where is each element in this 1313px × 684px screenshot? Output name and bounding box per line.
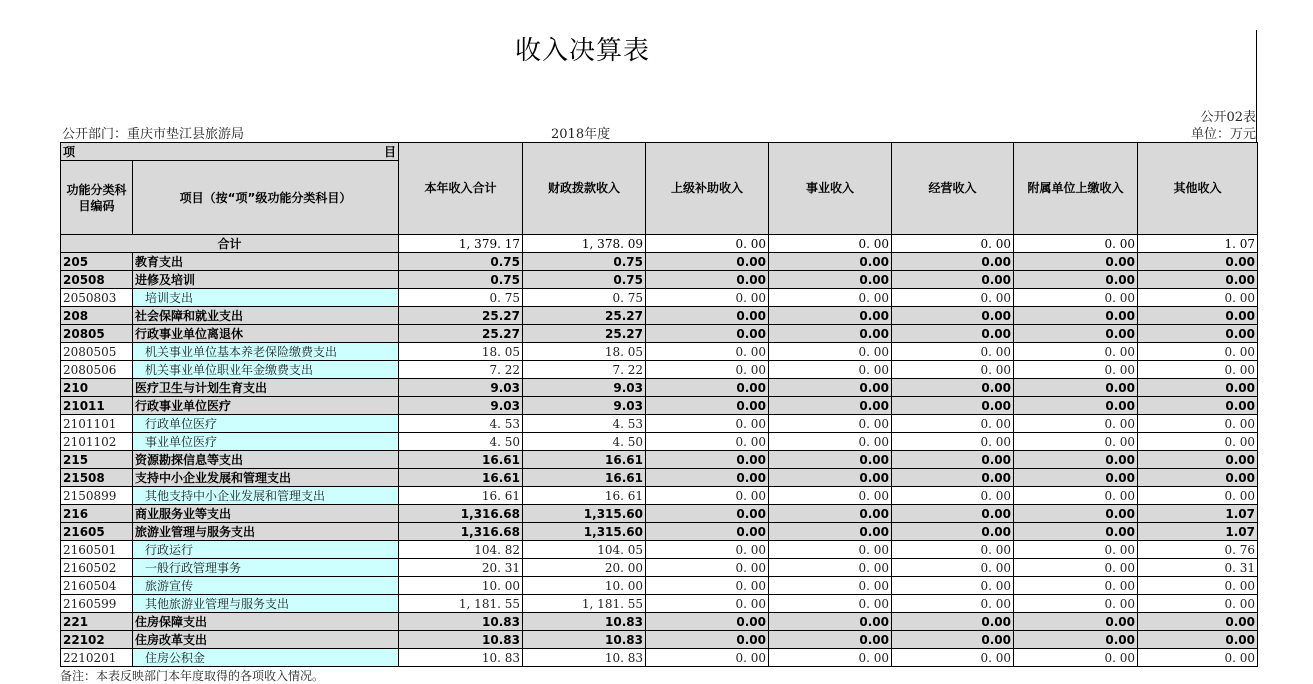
row-value: 10. 83	[399, 649, 523, 667]
row-value: 0.00	[1014, 307, 1138, 325]
table-row	[61, 541, 1258, 559]
row-value: 0. 00	[769, 289, 892, 307]
row-value: 0.00	[1138, 613, 1258, 631]
row-value: 0. 00	[769, 433, 892, 451]
total-cell: 0. 00	[1014, 235, 1138, 253]
row-value: 1.07	[1138, 505, 1258, 523]
row-value: 0. 31	[1138, 559, 1258, 577]
row-value: 0.00	[1138, 451, 1258, 469]
row-code: 210	[61, 379, 133, 397]
table-row	[61, 595, 1258, 613]
row-code: 2210201	[61, 649, 133, 667]
total-row	[61, 235, 1258, 253]
row-code: 21605	[61, 523, 133, 541]
row-value: 0.00	[1138, 307, 1258, 325]
row-value: 0. 00	[892, 649, 1014, 667]
table-row	[61, 433, 1258, 451]
row-value: 0.00	[1014, 253, 1138, 271]
row-value: 0.00	[646, 307, 769, 325]
table-row	[61, 253, 1258, 271]
table-row	[61, 325, 1258, 343]
row-value: 16. 61	[523, 487, 646, 505]
row-value: 0.00	[769, 379, 892, 397]
row-name: 教育支出	[133, 253, 399, 271]
total-cell: 0. 00	[769, 235, 892, 253]
footnote: 备注：本表反映部门本年度取得的各项收入情况。	[60, 669, 325, 683]
row-value: 0. 00	[646, 649, 769, 667]
row-value: 0.00	[1138, 253, 1258, 271]
row-value: 0.00	[769, 325, 892, 343]
row-code: 205	[61, 253, 133, 271]
row-value: 7. 22	[399, 361, 523, 379]
row-value: 0. 00	[892, 559, 1014, 577]
row-value: 7. 22	[523, 361, 646, 379]
table-row	[61, 469, 1258, 487]
row-value: 0.75	[523, 271, 646, 289]
row-code: 2150899	[61, 487, 133, 505]
row-value: 0.00	[769, 451, 892, 469]
row-value: 0.00	[892, 397, 1014, 415]
row-value: 0. 00	[769, 487, 892, 505]
row-value: 0.00	[1138, 379, 1258, 397]
row-value: 9.03	[523, 379, 646, 397]
row-name: 行政运行	[133, 541, 399, 559]
row-value: 0.00	[646, 505, 769, 523]
item-group-header	[61, 143, 399, 161]
row-value: 0. 00	[892, 415, 1014, 433]
row-value: 0.00	[769, 253, 892, 271]
total-cell: 1, 378. 09	[523, 235, 646, 253]
row-value: 0.00	[646, 379, 769, 397]
total-cell: 1. 07	[1138, 235, 1258, 253]
row-value: 0.00	[1014, 271, 1138, 289]
row-code: 216	[61, 505, 133, 523]
row-value: 0.00	[646, 451, 769, 469]
row-code: 2050803	[61, 289, 133, 307]
row-code: 2101101	[61, 415, 133, 433]
row-value: 25.27	[399, 325, 523, 343]
row-value: 0.00	[1014, 613, 1138, 631]
row-value: 4. 53	[399, 415, 523, 433]
table-row	[61, 343, 1258, 361]
table-row	[61, 577, 1258, 595]
row-value: 104. 82	[399, 541, 523, 559]
row-name: 一般行政管理事务	[133, 559, 399, 577]
row-name: 支持中小企业发展和管理支出	[133, 469, 399, 487]
row-value: 0. 76	[1138, 541, 1258, 559]
item-group-label-left: 项	[63, 144, 76, 159]
row-value: 18. 05	[399, 343, 523, 361]
row-value: 0.00	[1138, 631, 1258, 649]
row-value: 9.03	[399, 397, 523, 415]
row-value: 0.00	[769, 469, 892, 487]
row-value: 0.00	[892, 613, 1014, 631]
col-header-other: 其他收入	[1138, 143, 1258, 235]
row-code: 21508	[61, 469, 133, 487]
report-title: 收入决算表	[514, 36, 650, 66]
row-value: 0.00	[1014, 631, 1138, 649]
row-value: 0. 00	[646, 415, 769, 433]
row-value: 0. 00	[769, 649, 892, 667]
row-value: 0.00	[646, 631, 769, 649]
row-value: 0. 75	[399, 289, 523, 307]
row-value: 0. 00	[646, 433, 769, 451]
unit-label: 单位：万元	[1190, 127, 1256, 142]
row-value: 25.27	[523, 307, 646, 325]
row-value: 0. 00	[1138, 577, 1258, 595]
row-value: 4. 50	[399, 433, 523, 451]
row-value: 18. 05	[523, 343, 646, 361]
table-row	[61, 559, 1258, 577]
row-value: 0. 00	[646, 559, 769, 577]
table-row	[61, 361, 1258, 379]
row-value: 0. 00	[892, 577, 1014, 595]
form-number: 公开02表	[1200, 110, 1256, 125]
row-value: 0. 00	[646, 577, 769, 595]
row-name: 商业服务业等支出	[133, 505, 399, 523]
row-name: 资源勘探信息等支出	[133, 451, 399, 469]
row-code: 20508	[61, 271, 133, 289]
row-value: 0.00	[646, 523, 769, 541]
row-value: 0.00	[892, 307, 1014, 325]
row-value: 20. 31	[399, 559, 523, 577]
row-value: 1,315.60	[523, 505, 646, 523]
row-name: 进修及培训	[133, 271, 399, 289]
row-value: 0. 00	[646, 541, 769, 559]
row-name: 机关事业单位基本养老保险缴费支出	[133, 343, 399, 361]
row-value: 0.00	[1138, 469, 1258, 487]
row-value: 0. 00	[1138, 361, 1258, 379]
row-code: 21011	[61, 397, 133, 415]
row-value: 0.00	[646, 469, 769, 487]
row-value: 20. 00	[523, 559, 646, 577]
row-value: 0.00	[646, 613, 769, 631]
row-value: 0.00	[1138, 271, 1258, 289]
total-label: 合计	[61, 235, 399, 253]
page-edge-line	[1256, 30, 1257, 150]
row-value: 10.83	[523, 613, 646, 631]
row-value: 10.83	[399, 631, 523, 649]
row-value: 0. 00	[769, 415, 892, 433]
row-value: 1, 181. 55	[523, 595, 646, 613]
row-value: 0. 00	[1014, 361, 1138, 379]
row-value: 25.27	[523, 325, 646, 343]
table-row	[61, 379, 1258, 397]
row-value: 0.00	[1014, 397, 1138, 415]
table-row	[61, 289, 1258, 307]
row-value: 0.00	[1014, 505, 1138, 523]
row-value: 16. 61	[399, 487, 523, 505]
row-name: 医疗卫生与计划生育支出	[133, 379, 399, 397]
row-name: 旅游业管理与服务支出	[133, 523, 399, 541]
col-header-operating: 经营收入	[892, 143, 1014, 235]
row-name: 行政事业单位医疗	[133, 397, 399, 415]
row-value: 10.83	[523, 631, 646, 649]
col-header-superior: 上级补助收入	[646, 143, 769, 235]
row-code: 221	[61, 613, 133, 631]
col-header-fiscal: 财政拨款收入	[523, 143, 646, 235]
row-value: 10.83	[399, 613, 523, 631]
row-value: 0.00	[892, 451, 1014, 469]
row-value: 0.00	[892, 631, 1014, 649]
row-value: 0. 00	[1138, 433, 1258, 451]
row-name: 社会保障和就业支出	[133, 307, 399, 325]
row-value: 10. 00	[523, 577, 646, 595]
row-value: 0. 00	[1014, 649, 1138, 667]
row-value: 0. 00	[1138, 595, 1258, 613]
row-value: 1,316.68	[399, 523, 523, 541]
row-value: 104. 05	[523, 541, 646, 559]
row-value: 16.61	[399, 451, 523, 469]
row-value: 0.00	[646, 325, 769, 343]
row-value: 9.03	[399, 379, 523, 397]
table-row	[61, 451, 1258, 469]
row-value: 0. 00	[1138, 415, 1258, 433]
row-value: 0. 00	[892, 541, 1014, 559]
row-name: 其他旅游业管理与服务支出	[133, 595, 399, 613]
row-value: 0.00	[769, 307, 892, 325]
row-value: 0. 00	[1014, 577, 1138, 595]
row-name: 住房改革支出	[133, 631, 399, 649]
row-value: 1, 181. 55	[399, 595, 523, 613]
row-value: 0.75	[523, 253, 646, 271]
row-value: 0.75	[399, 271, 523, 289]
row-value: 4. 53	[523, 415, 646, 433]
table-row	[61, 307, 1258, 325]
row-value: 0.00	[1138, 397, 1258, 415]
row-value: 0. 00	[1014, 487, 1138, 505]
row-value: 0.00	[646, 397, 769, 415]
row-value: 0.00	[892, 469, 1014, 487]
row-value: 0.00	[769, 631, 892, 649]
row-value: 0.00	[1014, 469, 1138, 487]
row-value: 0.00	[769, 613, 892, 631]
table-row	[61, 613, 1258, 631]
row-value: 0.00	[1014, 451, 1138, 469]
row-code: 2160501	[61, 541, 133, 559]
row-value: 0. 00	[892, 433, 1014, 451]
row-value: 0.00	[769, 505, 892, 523]
col-header-subsidiary: 附属单位上缴收入	[1014, 143, 1138, 235]
row-value: 0.00	[892, 505, 1014, 523]
row-value: 0. 00	[892, 343, 1014, 361]
row-value: 0.00	[892, 271, 1014, 289]
row-value: 0. 00	[769, 595, 892, 613]
row-value: 0.00	[1014, 379, 1138, 397]
row-name: 行政单位医疗	[133, 415, 399, 433]
row-name: 培训支出	[133, 289, 399, 307]
row-value: 0.75	[399, 253, 523, 271]
col-header-name: 项目（按“项”级功能分类科目）	[133, 161, 399, 235]
row-code: 2160504	[61, 577, 133, 595]
row-value: 0. 75	[523, 289, 646, 307]
row-value: 0.00	[1014, 523, 1138, 541]
row-value: 4. 50	[523, 433, 646, 451]
row-value: 0. 00	[769, 577, 892, 595]
row-value: 0.00	[769, 271, 892, 289]
row-code: 208	[61, 307, 133, 325]
row-value: 0.00	[1014, 325, 1138, 343]
row-value: 0. 00	[769, 361, 892, 379]
row-name: 事业单位医疗	[133, 433, 399, 451]
row-name: 机关事业单位职业年金缴费支出	[133, 361, 399, 379]
row-value: 0. 00	[1138, 487, 1258, 505]
total-cell: 1, 379. 17	[399, 235, 523, 253]
row-value: 0.00	[646, 253, 769, 271]
row-value: 0.00	[769, 397, 892, 415]
table-row	[61, 523, 1258, 541]
row-value: 0. 00	[892, 289, 1014, 307]
row-name: 旅游宣传	[133, 577, 399, 595]
row-value: 0. 00	[1014, 559, 1138, 577]
row-value: 0. 00	[1014, 289, 1138, 307]
row-value: 0. 00	[769, 559, 892, 577]
row-value: 0.00	[892, 523, 1014, 541]
total-cell: 0. 00	[892, 235, 1014, 253]
table-row	[61, 631, 1258, 649]
row-value: 0. 00	[1138, 343, 1258, 361]
row-value: 0.00	[892, 325, 1014, 343]
row-value: 0.00	[646, 271, 769, 289]
row-value: 0. 00	[1014, 433, 1138, 451]
row-name: 住房公积金	[133, 649, 399, 667]
row-value: 0. 00	[1014, 541, 1138, 559]
row-value: 0. 00	[769, 343, 892, 361]
row-code: 2101102	[61, 433, 133, 451]
total-cell: 0. 00	[646, 235, 769, 253]
fiscal-year: 2018年度	[551, 127, 611, 142]
col-header-code: 功能分类科目编码	[61, 161, 133, 235]
col-header-total: 本年收入合计	[399, 143, 523, 235]
row-value: 10. 00	[399, 577, 523, 595]
row-value: 1,316.68	[399, 505, 523, 523]
table-row	[61, 271, 1258, 289]
row-value: 0.00	[1138, 325, 1258, 343]
table-row	[61, 415, 1258, 433]
row-value: 0. 00	[1138, 289, 1258, 307]
row-value: 16.61	[523, 451, 646, 469]
row-value: 0.00	[892, 253, 1014, 271]
table-row	[61, 487, 1258, 505]
row-value: 0. 00	[646, 487, 769, 505]
row-value: 0. 00	[646, 595, 769, 613]
row-code: 20805	[61, 325, 133, 343]
row-name: 其他支持中小企业发展和管理支出	[133, 487, 399, 505]
row-code: 2080505	[61, 343, 133, 361]
row-value: 0. 00	[1014, 595, 1138, 613]
income-table	[60, 142, 1258, 667]
row-value: 0. 00	[1014, 343, 1138, 361]
row-value: 0. 00	[646, 289, 769, 307]
row-value: 25.27	[399, 307, 523, 325]
row-value: 9.03	[523, 397, 646, 415]
row-value: 0. 00	[892, 487, 1014, 505]
row-value: 0. 00	[1014, 415, 1138, 433]
row-value: 16.61	[399, 469, 523, 487]
row-value: 10. 83	[523, 649, 646, 667]
col-header-business: 事业收入	[769, 143, 892, 235]
row-value: 0. 00	[769, 541, 892, 559]
row-name: 行政事业单位离退休	[133, 325, 399, 343]
row-code: 2160599	[61, 595, 133, 613]
row-value: 0.00	[892, 379, 1014, 397]
row-value: 0. 00	[646, 343, 769, 361]
department-label: 公开部门：重庆市垫江县旅游局	[62, 127, 245, 142]
row-code: 2080506	[61, 361, 133, 379]
row-code: 22102	[61, 631, 133, 649]
row-value: 0. 00	[892, 361, 1014, 379]
row-value: 0. 00	[1138, 649, 1258, 667]
row-code: 2160502	[61, 559, 133, 577]
row-value: 16.61	[523, 469, 646, 487]
row-value: 0. 00	[892, 595, 1014, 613]
row-value: 0. 00	[646, 361, 769, 379]
row-value: 1,315.60	[523, 523, 646, 541]
row-value: 0.00	[769, 523, 892, 541]
table-row	[61, 505, 1258, 523]
row-name: 住房保障支出	[133, 613, 399, 631]
table-row	[61, 397, 1258, 415]
item-group-label-right: 目	[383, 144, 396, 159]
row-value: 1.07	[1138, 523, 1258, 541]
table-row	[61, 649, 1258, 667]
row-code: 215	[61, 451, 133, 469]
